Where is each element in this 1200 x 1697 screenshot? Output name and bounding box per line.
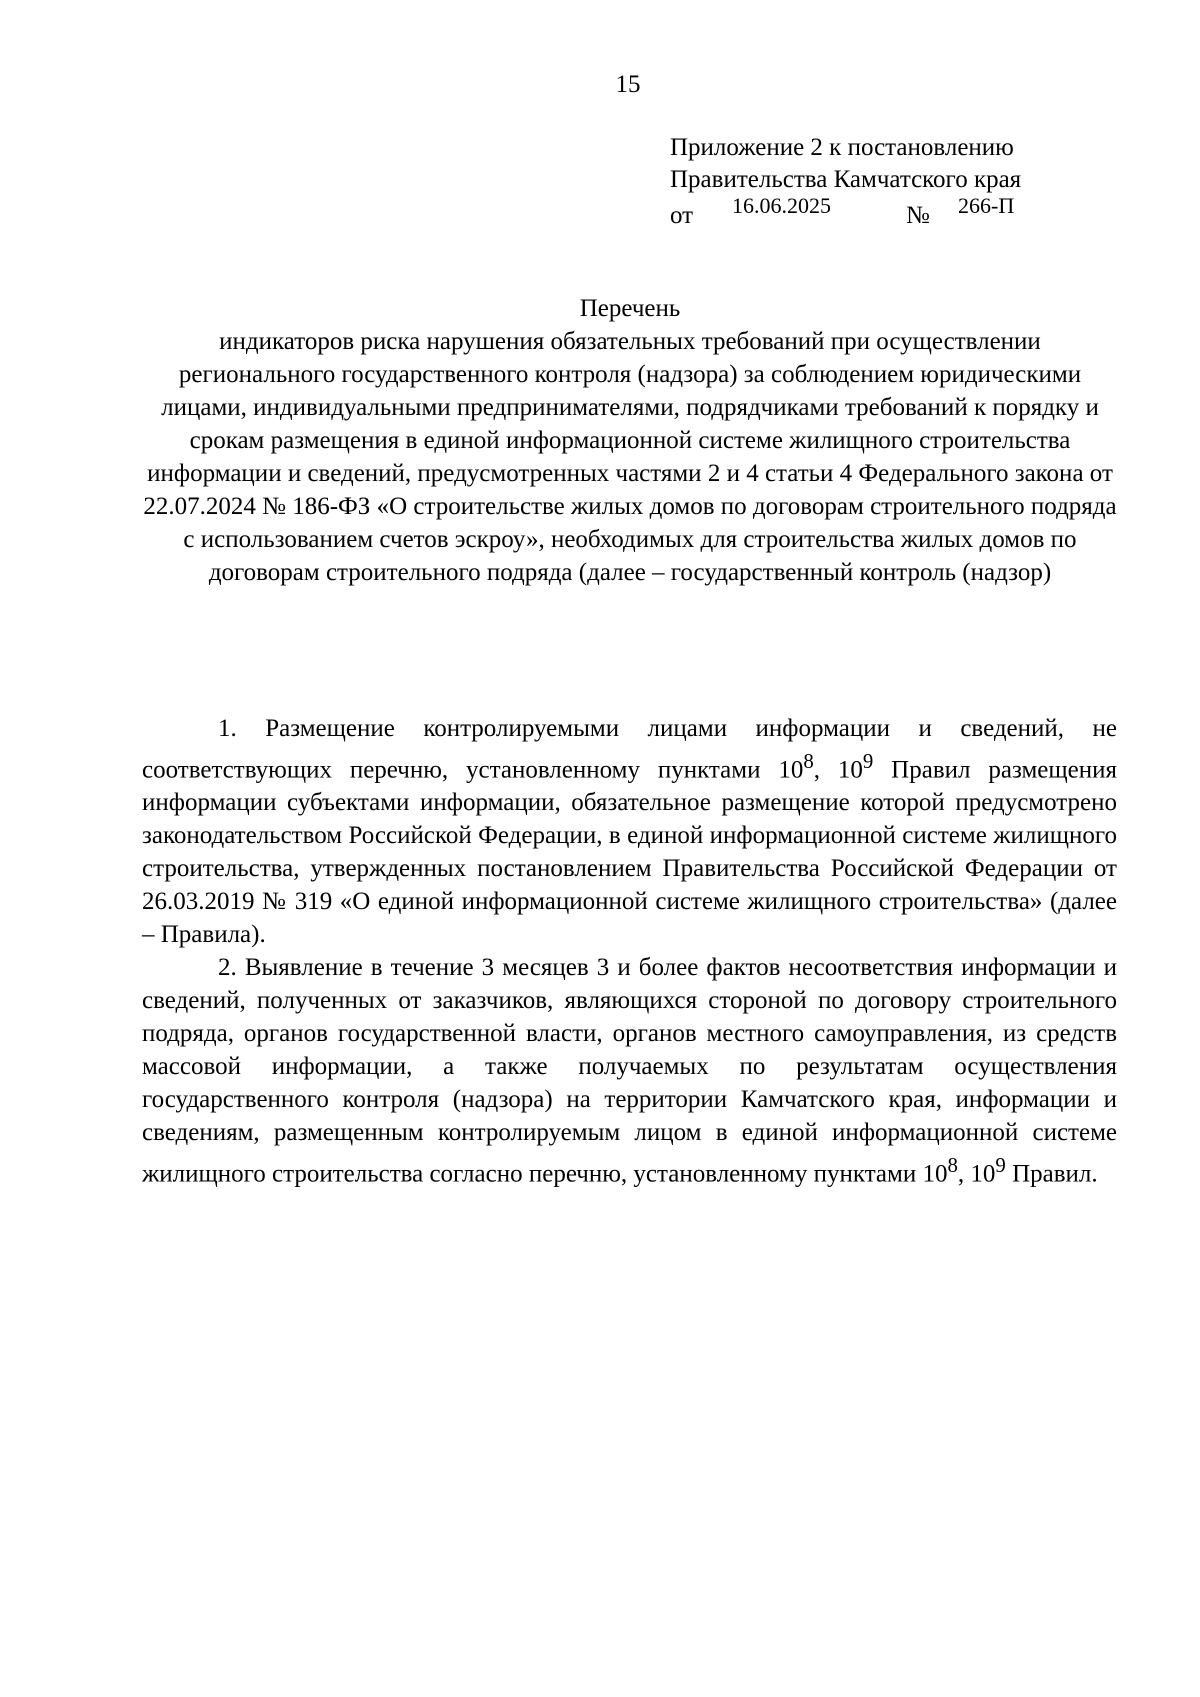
item-text: 1. Размещение контролируемыми лицами информации и сведений, не соответствующих перечню, установленному пунктами 10 xyxy=(142,715,1117,784)
item-text: , 10 xyxy=(957,1160,996,1188)
title-heading: Перечень xyxy=(579,295,681,322)
list-item xyxy=(142,951,1117,1190)
page-number: 15 xyxy=(615,71,641,98)
item-text: , 10 xyxy=(813,756,863,784)
item-text: Правил размещения информации субъектами информации, обязательное размещение которой предусмотрено законодательством Российской Федерации, в единой информационной системе жилищного строительства, утвержденных постановлением Правительства Российской Федерации от 26.03.2019 № 319 «О единой информационной системе жилищного строительства» (далее – Правила). xyxy=(142,756,1117,949)
appendix-date-row xyxy=(670,193,1110,230)
date-prefix: от xyxy=(670,202,694,229)
item-text: Правил. xyxy=(1005,1160,1098,1188)
superscript: 8 xyxy=(803,749,814,773)
appendix-line-2: Правительства Камчатского края xyxy=(670,166,1022,193)
document-body xyxy=(142,712,1117,1191)
document-title xyxy=(140,292,1120,589)
title-subtitle: индикаторов риска нарушения обязательных требований при осуществлении регионального государственного контроля (надзора) за соблюдением юридическими лицами, индивидуальными предпринимателями, подрядчиками требований к порядку и срокам размещения в единой информационной системе жилищного строительства информации и сведений, предусмотренных частями 2 и 4 статьи 4 Федерального закона от 22.07.2024 № 186-ФЗ «О строительстве жилых домов по договорам строительного подряда с использованием счетов эскроу», необходимых для строительства жилых домов по договорам строительного подряда (далее – государственный контроль (надзор) xyxy=(143,328,1117,586)
superscript: 9 xyxy=(995,1153,1006,1178)
number-prefix: № xyxy=(906,202,930,229)
appendix-header xyxy=(670,132,1110,230)
list-item xyxy=(142,712,1117,951)
superscript: 9 xyxy=(862,749,874,773)
document-number: 266-П xyxy=(958,193,1015,218)
document-date: 16.06.2025 xyxy=(732,193,831,218)
item-text: 2. Выявление в течение 3 месяцев 3 и более фактов несоответствия информации и сведений, полученных от заказчиков, являющихся стороной по договору строительного подряда, органов государственной власти, органов местного самоуправления, из средств массовой информации, а также получаемых по результатам осуществления государственного контроля (надзора) на территории Камчатского края, информации и сведениям, размещенным контролируемым лицом в единой информационной системе жилищного строительства согласно перечню, установленному пунктами 10 xyxy=(142,954,1117,1188)
superscript: 8 xyxy=(947,1153,958,1178)
appendix-line-1: Приложение 2 к постановлению xyxy=(670,134,1014,161)
